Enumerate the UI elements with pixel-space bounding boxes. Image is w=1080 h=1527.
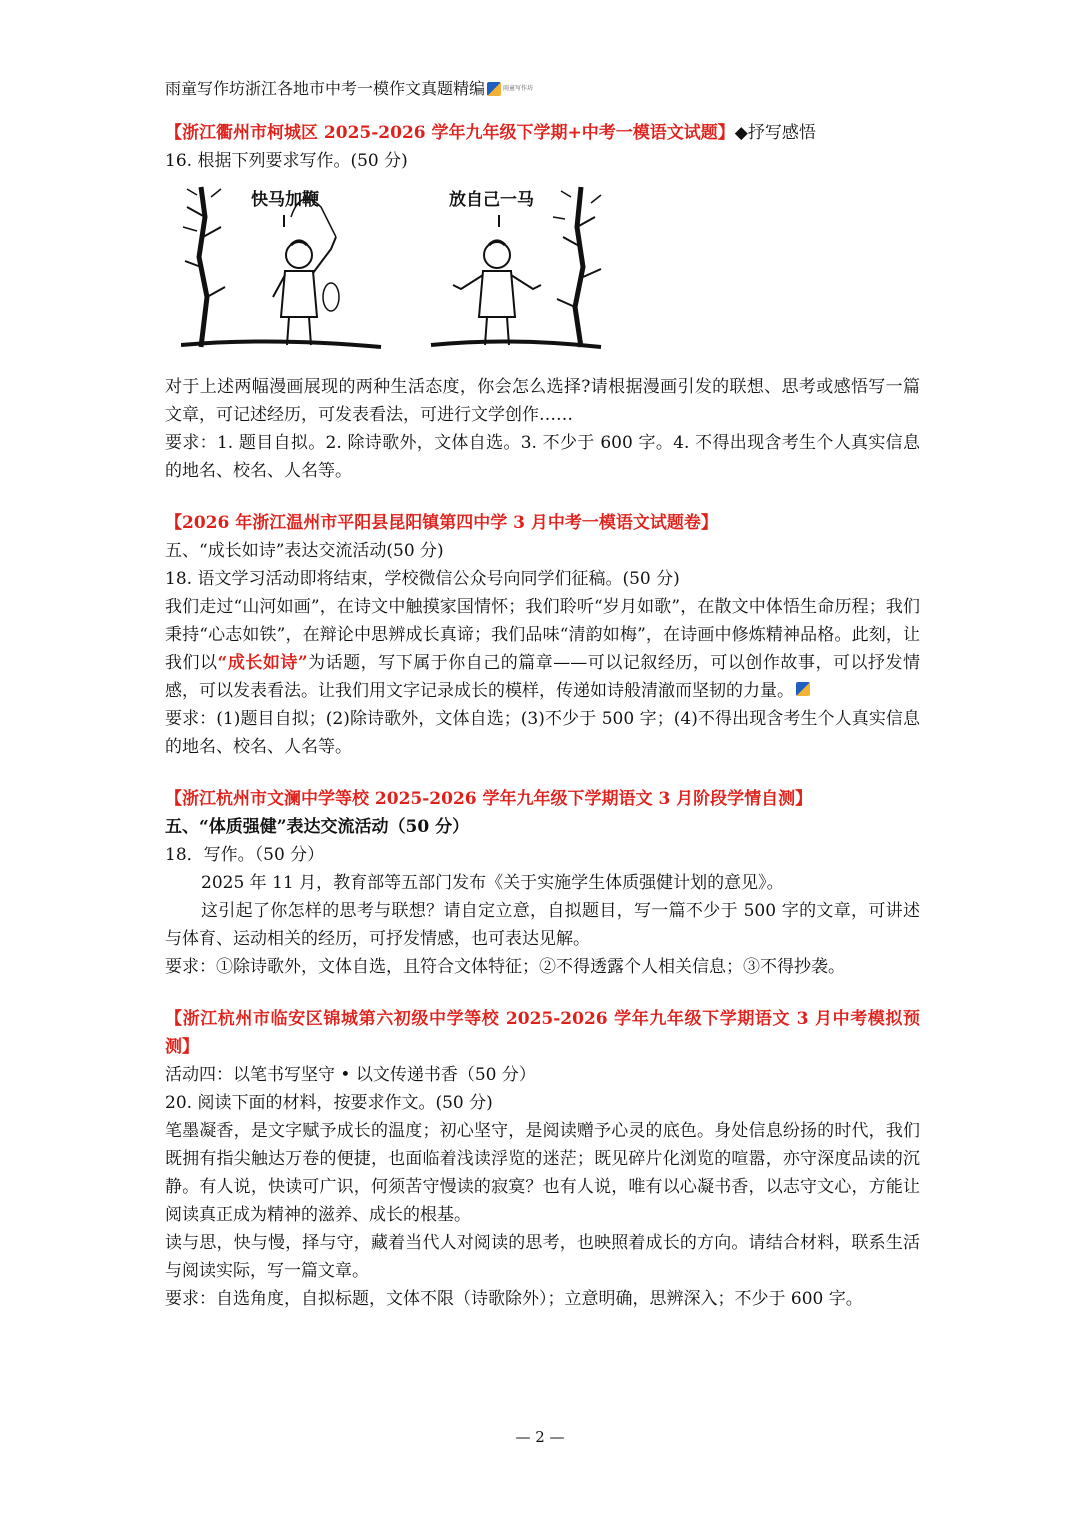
section2-requirements: 要求：(1)题目自拟；(2)除诗歌外，文体自选；(3)不少于 500 字；(4)不得出现含考生个人真实信息的地名、校名、人名等。	[165, 709, 920, 757]
section2-question: 18. 语文学习活动即将结束，学校微信公众号向同学们征稿。(50 分)	[165, 569, 680, 589]
document-header	[165, 75, 920, 103]
section1-question: 16. 根据下列要求写作。(50 分)	[165, 151, 408, 171]
section2-prompt-c: 为话题，写下属于你自己的篇章——可以记叙经历，可以创作故事，可以抒发情感，可以发表看法。让我们用文字记录成长的模样，传递如诗般清澈而坚韧的力量。	[165, 653, 920, 701]
document-page	[165, 75, 920, 1313]
section4-paragraph2: 读与思，快与慢，择与守，藏着当代人对阅读的思考，也映照着成长的方向。请结合材料，联系生活与阅读实际，写一篇文章。	[165, 1233, 920, 1281]
section1-source: 【浙江衢州市柯城区 2025-2026 学年九年级下学期+中考一模语文试题】	[165, 123, 735, 143]
section3-paragraph2: 这引起了你怎样的思考与联想？请自定立意，自拟题目，写一篇不少于 500 字的文章，可讲述与体育、运动相关的经历，可抒发情感，也可表达见解。	[165, 901, 920, 949]
brand-logo	[487, 81, 533, 97]
comic-illustration	[181, 177, 621, 367]
section1-requirements: 要求：1. 题目自拟。2. 除诗歌外，文体自选。3. 不少于 600 字。4. 不得出现含考生个人真实信息的地名、校名、人名等。	[165, 433, 920, 481]
section1-tag: ◆抒写感悟	[734, 123, 816, 143]
comic-right-caption: 放自己一马	[449, 190, 534, 210]
section4-requirements: 要求：自选角度，自拟标题，文体不限（诗歌除外）；立意明确，思辨深入；不少于 600 字。	[165, 1289, 863, 1309]
inline-logo	[796, 681, 810, 697]
section1-prompt: 对于上述两幅漫画展现的两种生活态度，你会怎么选择?请根据漫画引发的联想、思考或感悟写一篇文章，可记述经历，可发表看法，可进行文学创作……	[165, 377, 920, 425]
section3-question: 18．写作。（50 分）	[165, 845, 325, 865]
section3-source: 【浙江杭州市文澜中学等校 2025-2026 学年九年级下学期语文 3 月阶段学情自测】	[165, 789, 813, 809]
logo-icon	[796, 682, 810, 696]
section2-activity: 五、“成长如诗”表达交流活动(50 分)	[165, 541, 444, 561]
section2-topic: “成长如诗”	[217, 653, 308, 673]
section3-requirements: 要求：①除诗歌外，文体自选，且符合文体特征；②不得透露个人相关信息；③不得抄袭。	[165, 957, 845, 977]
section4-question: 20. 阅读下面的材料，按要求作文。(50 分)	[165, 1093, 493, 1113]
section2-source: 【2026 年浙江温州市平阳县昆阳镇第四中学 3 月中考一模语文试题卷】	[165, 513, 718, 533]
section3-activity: 五、“体质强健”表达交流活动（50 分）	[165, 817, 470, 837]
page-number: — 2 —	[515, 1428, 565, 1446]
comic-left-caption: 快马加鞭	[251, 190, 319, 210]
section1-source-line	[165, 119, 920, 147]
section2-prompt	[165, 593, 920, 705]
section4-activity: 活动四：以笔书写坚守 • 以文传递书香（50 分）	[165, 1065, 536, 1085]
comic-left-panel	[181, 187, 381, 347]
comic-right-panel	[431, 187, 601, 347]
section4-source: 【浙江杭州市临安区锦城第六初级中学等校 2025-2026 学年九年级下学期语文 3 月中考模拟预测】	[165, 1009, 920, 1057]
section3-paragraph1: 2025 年 11 月，教育部等五部门发布《关于实施学生体质强健计划的意见》。	[201, 873, 784, 893]
section4-material: 笔墨凝香，是文字赋予成长的温度；初心坚守，是阅读赠予心灵的底色。身处信息纷扬的时代，我们既拥有指尖触达万卷的便捷，也面临着浅读浮览的迷茫；既见碎片化浏览的喧嚣，亦守深度品读的沉静。有人说，快读可广识，何须苦守慢读的寂寞？也有人说，唯有以心凝书香，以志守文心，方能让阅读真正成为精神的滋养、成长的根基。	[165, 1121, 920, 1225]
section2-prompt-a: 我们走过“山河如画”，在诗文中触摸家国情怀；我们聆听“岁月如歌”，在散文中体悟生命历程；我们秉持“心志如铁”，在辩论中思辨成长真谛；我们品味“清韵如梅”，在诗画中修炼精神品格。此刻，让我们以	[165, 597, 920, 673]
comic-drawing	[181, 177, 621, 367]
logo-icon	[487, 82, 501, 96]
header-title: 雨童写作坊浙江各地市中考一模作文真题精编	[165, 79, 486, 98]
logo-text: 雨童写作坊	[503, 85, 534, 92]
